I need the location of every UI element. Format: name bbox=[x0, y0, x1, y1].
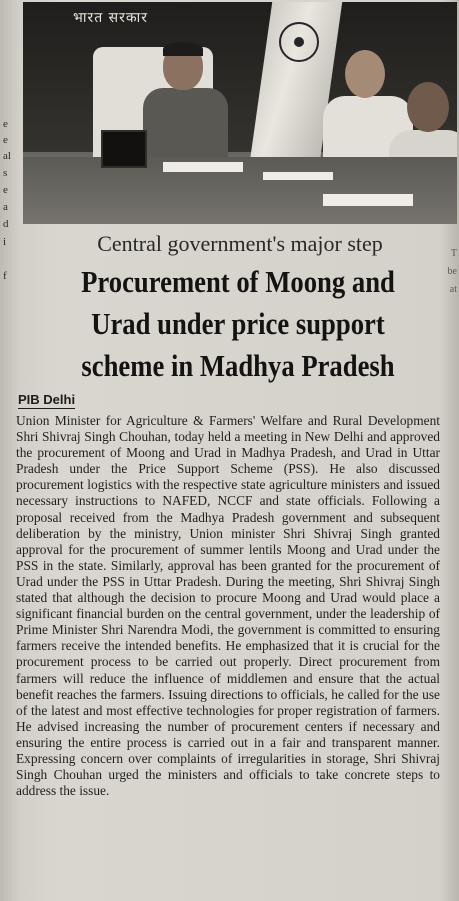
article-headline: Procurement of Moong and Urad under price support scheme in Madhya Pradesh bbox=[81, 264, 395, 383]
document-sheet bbox=[263, 172, 333, 180]
margin-letter: at bbox=[449, 284, 457, 295]
margin-letter: be bbox=[447, 266, 457, 277]
margin-letter: i bbox=[3, 236, 7, 248]
article-paragraph: Union Minister for Agriculture & Farmers' Welfare and Rural Development Shri Shivraj Singh Chouhan, today held a meeting in New Delhi and approved the procurement of Moong and Urad in Madhya Pradesh, and Urad in Uttar Pradesh under the Price Support Scheme (PSS). He also discussed procurement logistics with the respective state agriculture ministers and issued necessary instructions to NAFED, NCCF and state officials. Following a proposal received from the Madhya Pradesh government and subsequent deliberation by the ministry, Union minister Shri Shivraj Singh granted approval for the procurement of summer lentils Moong and Urad under the PSS in the state. Similarly, approval has been granted for the procurement of Urad under the PSS in Uttar Pradesh. During the meeting, Shri Shivraj Singh stated that although the decision to procure Moong and Urad would place a significant financial burden on the central government, under the leadership of Prime Minister Shri Narendra Modi, the government is committed to ensuring farmers receive the intended benefits. He emphasized that it is crucial for the procurement process to be carried out properly. Direct procurement from farmers will reduce the influence of middlemen and ensure that the actual benefit reaches the farmers. Issuing directions to officials, he called for the use of the latest and most effective technologies for proper registration of farmers. He advised increasing the number of procurement centers if necessary and ensuring the entire process is carried out in a fair and transparent manner. Expressing concern over complaints of irregularities in storage, Shri Shivraj Singh Chouhan urged the ministers and officials to take concrete steps to address the issue. bbox=[16, 413, 440, 799]
ashoka-chakra-icon bbox=[279, 22, 319, 62]
monitor-icon bbox=[101, 130, 147, 168]
margin-letter: T bbox=[450, 248, 457, 259]
margin-letter: a bbox=[3, 201, 8, 213]
margin-letter: e bbox=[3, 134, 8, 146]
margin-letter: e bbox=[3, 118, 8, 130]
document-sheet bbox=[323, 194, 413, 206]
document-sheet bbox=[163, 162, 243, 172]
margin-letter: e bbox=[3, 184, 8, 196]
minister-figure bbox=[143, 42, 228, 157]
article-body bbox=[16, 413, 440, 893]
margin-letter: al bbox=[3, 150, 11, 162]
margin-letter: d bbox=[3, 218, 9, 230]
margin-letter: s bbox=[3, 167, 8, 179]
article-kicker: Central government's major step bbox=[97, 231, 383, 256]
photo-wall-sign: भारत सरकार bbox=[73, 10, 148, 26]
news-photo bbox=[23, 2, 457, 224]
adjacent-column-fragment-left bbox=[0, 0, 22, 300]
article-byline: PIB Delhi bbox=[18, 392, 76, 407]
margin-letter: f bbox=[3, 270, 7, 282]
